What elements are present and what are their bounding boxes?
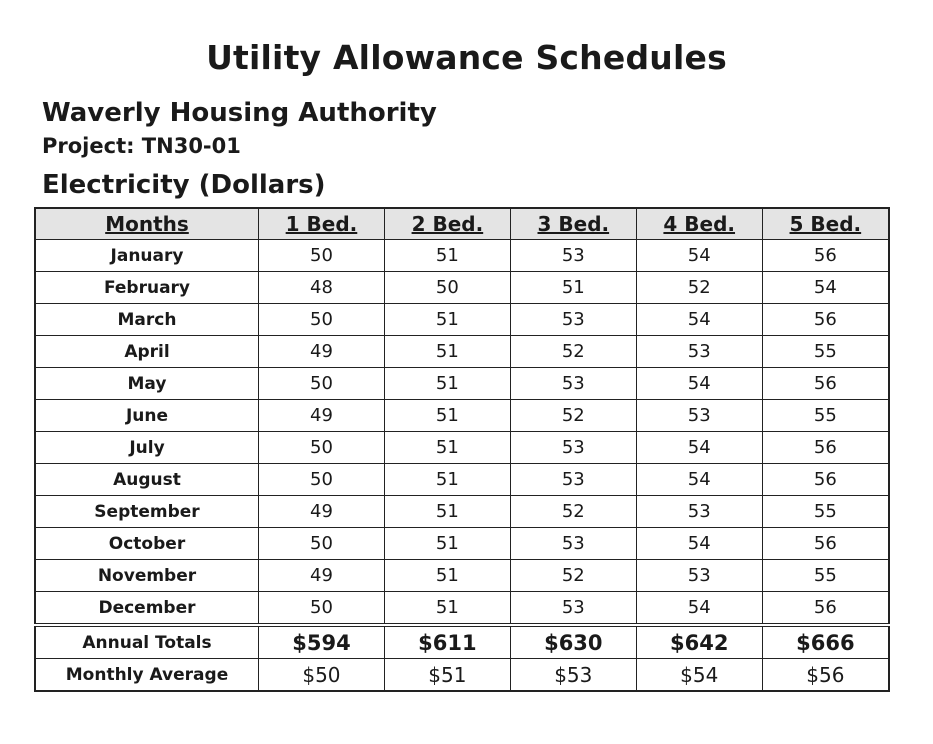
table-cell: $56 — [762, 659, 889, 692]
table-cell: 52 — [510, 400, 636, 432]
table-cell: 49 — [259, 496, 385, 528]
table-row — [35, 560, 889, 592]
table-row — [35, 272, 889, 304]
table-cell: 54 — [636, 464, 762, 496]
project-id: Project: TN30-01 — [42, 134, 241, 158]
row-label: April — [35, 336, 259, 368]
table-cell: $50 — [259, 659, 385, 692]
column-header-months: Months — [35, 208, 259, 240]
table-cell: 53 — [510, 432, 636, 464]
table-cell: 53 — [636, 400, 762, 432]
monthly-average-row — [35, 659, 889, 692]
table-row — [35, 464, 889, 496]
table-row — [35, 592, 889, 626]
table-row — [35, 400, 889, 432]
row-label: August — [35, 464, 259, 496]
table-cell: $611 — [384, 625, 510, 659]
table-row — [35, 528, 889, 560]
table-cell: 55 — [762, 336, 889, 368]
table-cell: 52 — [510, 336, 636, 368]
table-cell: 50 — [259, 464, 385, 496]
table-cell: 53 — [510, 368, 636, 400]
column-header-4-bed: 4 Bed. — [636, 208, 762, 240]
table-cell: 50 — [259, 368, 385, 400]
table-cell: $630 — [510, 625, 636, 659]
table-cell: 54 — [636, 240, 762, 272]
utility-allowance-table — [34, 207, 890, 692]
table-cell: 55 — [762, 560, 889, 592]
table-cell: 53 — [510, 304, 636, 336]
table-cell: 54 — [762, 272, 889, 304]
table-cell: 56 — [762, 304, 889, 336]
table-cell: 49 — [259, 560, 385, 592]
table-cell: 54 — [636, 304, 762, 336]
table-cell: 51 — [384, 464, 510, 496]
table-cell: 51 — [384, 336, 510, 368]
table-cell: 50 — [259, 432, 385, 464]
organization-name: Waverly Housing Authority — [42, 98, 437, 128]
table-cell: 54 — [636, 592, 762, 626]
table-cell: 51 — [384, 528, 510, 560]
table-cell: 48 — [259, 272, 385, 304]
row-label: November — [35, 560, 259, 592]
table-cell: 49 — [259, 336, 385, 368]
table-cell: 56 — [762, 592, 889, 626]
table-cell: 54 — [636, 368, 762, 400]
table-cell: 51 — [384, 240, 510, 272]
table-header-row — [35, 208, 889, 240]
table-cell: 56 — [762, 368, 889, 400]
row-label: Annual Totals — [35, 625, 259, 659]
table-cell: 53 — [510, 240, 636, 272]
row-label: March — [35, 304, 259, 336]
table-cell: 51 — [384, 368, 510, 400]
page-title: Utility Allowance Schedules — [206, 38, 727, 77]
row-label: June — [35, 400, 259, 432]
table-cell: 53 — [636, 336, 762, 368]
column-header-5-bed: 5 Bed. — [762, 208, 889, 240]
row-label: October — [35, 528, 259, 560]
table-cell: 51 — [384, 400, 510, 432]
table-cell: 50 — [259, 240, 385, 272]
row-label: December — [35, 592, 259, 626]
table-cell: 53 — [636, 560, 762, 592]
table-row — [35, 368, 889, 400]
table-cell: 56 — [762, 432, 889, 464]
table-cell: 55 — [762, 400, 889, 432]
table-cell: 51 — [384, 432, 510, 464]
section-heading: Electricity (Dollars) — [42, 170, 326, 200]
column-header-3-bed: 3 Bed. — [510, 208, 636, 240]
table-cell: 53 — [636, 496, 762, 528]
table-row — [35, 496, 889, 528]
table-cell: 50 — [259, 592, 385, 626]
table-cell: 56 — [762, 240, 889, 272]
table-cell: 56 — [762, 464, 889, 496]
table-cell: 50 — [259, 304, 385, 336]
row-label: May — [35, 368, 259, 400]
row-label: January — [35, 240, 259, 272]
table-cell: 51 — [384, 496, 510, 528]
table-cell: $54 — [636, 659, 762, 692]
table-cell: $594 — [259, 625, 385, 659]
table-cell: 49 — [259, 400, 385, 432]
row-label: February — [35, 272, 259, 304]
table-cell: 51 — [384, 592, 510, 626]
table-row — [35, 240, 889, 272]
table-cell: 52 — [510, 496, 636, 528]
table-cell: 56 — [762, 528, 889, 560]
table-cell: 52 — [510, 560, 636, 592]
table-row — [35, 304, 889, 336]
table-cell: $51 — [384, 659, 510, 692]
table-cell: 53 — [510, 528, 636, 560]
table-row — [35, 336, 889, 368]
table-cell: 54 — [636, 432, 762, 464]
table-cell: 55 — [762, 496, 889, 528]
table-cell: $642 — [636, 625, 762, 659]
table-cell: 53 — [510, 592, 636, 626]
table-cell: 52 — [636, 272, 762, 304]
table-cell: 53 — [510, 464, 636, 496]
table-row — [35, 432, 889, 464]
table-cell: $666 — [762, 625, 889, 659]
row-label: July — [35, 432, 259, 464]
table-cell: 51 — [384, 560, 510, 592]
table-cell: 51 — [384, 304, 510, 336]
table-cell: $53 — [510, 659, 636, 692]
row-label: Monthly Average — [35, 659, 259, 692]
annual-totals-row — [35, 625, 889, 659]
table-cell: 51 — [510, 272, 636, 304]
row-label: September — [35, 496, 259, 528]
column-header-2-bed: 2 Bed. — [384, 208, 510, 240]
table-cell: 50 — [384, 272, 510, 304]
table-cell: 50 — [259, 528, 385, 560]
table-cell: 54 — [636, 528, 762, 560]
column-header-1-bed: 1 Bed. — [259, 208, 385, 240]
